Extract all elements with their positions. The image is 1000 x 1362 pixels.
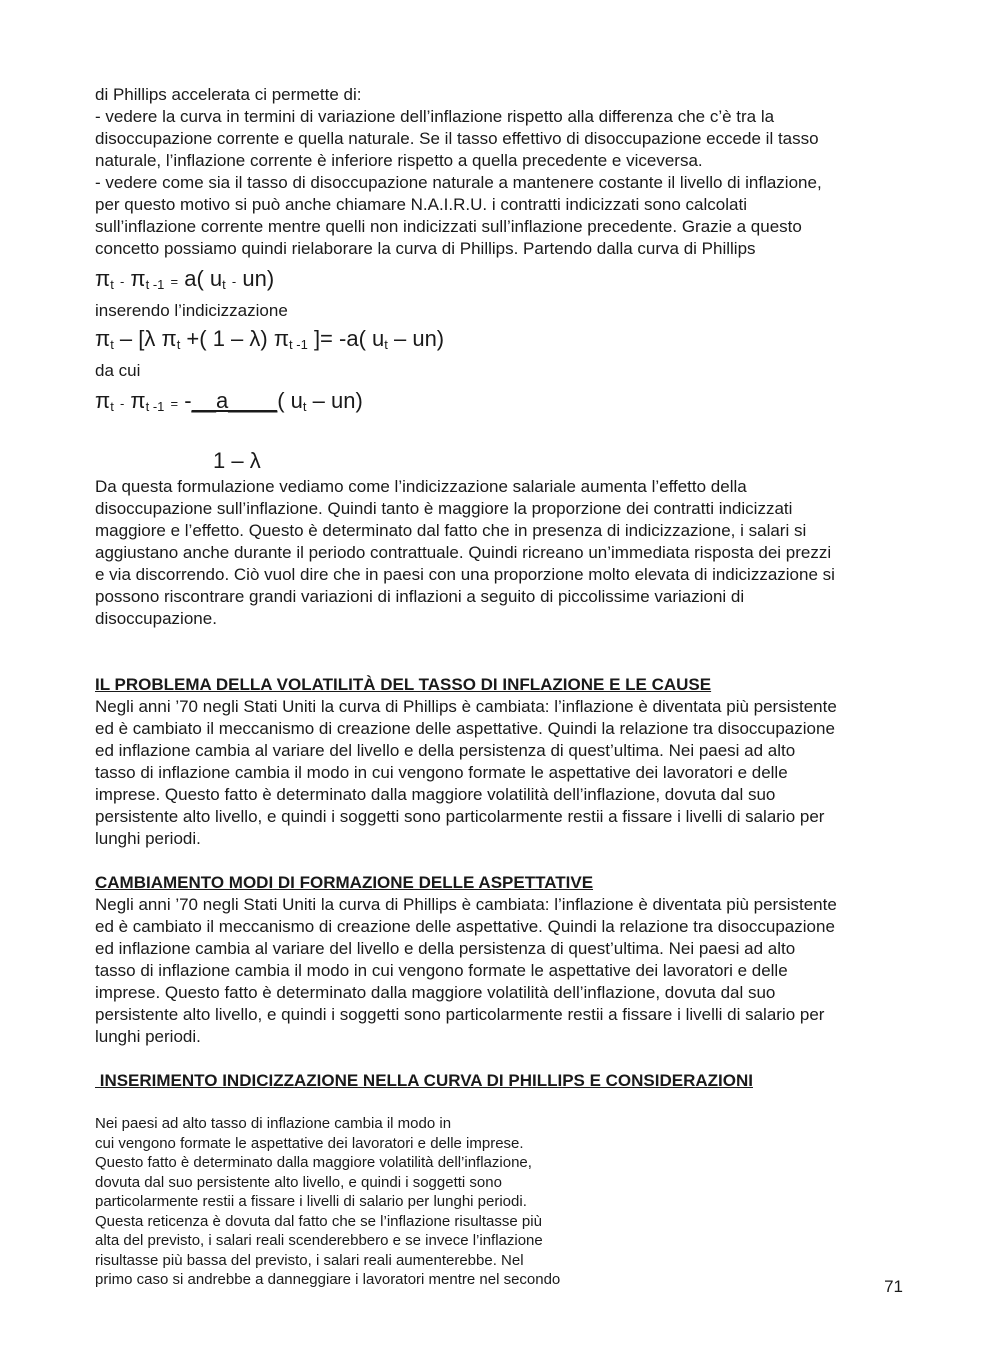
formula-phillips: $\pi_t - \pi_{t -1} = a$( $u_t - un$) — [95, 266, 275, 292]
text-line: dovuta dal suo persistente alto livello, e quindi i soggetti sono — [95, 1173, 502, 1191]
text-line: aggiustano anche durante il periodo contrattuale. Quindi ricreano un’immediata risposta dei prezzi — [95, 543, 832, 562]
text-line: cui vengono formate le aspettative dei lavoratori e delle imprese. — [95, 1134, 524, 1152]
text-line: Questo fatto è determinato dalla maggiore volatilità dell’inflazione, — [95, 1154, 532, 1171]
text-line: persistente alto livello, e quindi i soggetti sono particolarmente restii a fissare i livelli di salario per — [95, 1005, 825, 1024]
text-line: disoccupazione sull’inflazione. Quindi tanto è maggiore la proporzione dei contratti indicizzati — [95, 499, 793, 518]
section-aspettative-body — [95, 894, 910, 1048]
text-line: Negli anni ’70 negli Stati Uniti la curva di Phillips è cambiata: l’inflazione è diventata più persistente — [95, 697, 837, 716]
text-line: imprese. Questo fatto è determinato dalla maggiore volatilità dell’inflazione, dovuta dal suo — [95, 983, 776, 1002]
section-heading-aspettative: CAMBIAMENTO MODI DI FORMAZIONE DELLE ASPETTATIVE — [95, 873, 594, 892]
text-line: Questa reticenza è dovuta dal fatto che se l’inflazione risultasse più — [95, 1212, 542, 1230]
text-line: concetto possiamo quindi rielaborare la curva di Phillips. Partendo dalla curva di Phillips — [95, 239, 756, 258]
text-line: Nei paesi ad alto tasso di inflazione cambia il modo in — [95, 1115, 452, 1132]
text-line: disoccupazione. — [95, 609, 217, 628]
formula-indicizzazione: $\pi_t - [\lambda$ $\pi_t$ +( 1 – λ) $\pi_{t -1}$ ]= -a( $u_t - un$) — [95, 326, 445, 352]
text-line: Negli anni ’70 negli Stati Uniti la curva di Phillips è cambiata: l’inflazione è diventata più persistente — [95, 895, 837, 914]
text-line: tasso di inflazione cambia il modo in cui vengono formate le aspettative dei lavoratori e delle — [95, 763, 788, 782]
fraction-numerator: __a____ — [191, 388, 278, 413]
text-line: risultasse più bassa del previsto, i salari reali aumenterebbe. Nel — [95, 1251, 524, 1269]
text-line: - vedere come sia il tasso di disoccupazione naturale a mantenere costante il livello di inflazione, — [95, 173, 822, 192]
text-line: ed è cambiato il meccanismo di creazione delle aspettative. Quindi la relazione tra disoccupazione — [95, 917, 835, 936]
text-line: alta del previsto, i salari reali scenderebbero e se invece l’inflazione — [95, 1232, 543, 1249]
text-line: lunghi periodi. — [95, 829, 201, 848]
paragraph-indicizzazione — [95, 476, 910, 630]
text-line: Da questa formulazione vediamo come l’indicizzazione salariale aumenta l’effetto della — [95, 477, 747, 496]
text-line: possono riscontrare grandi variazioni di inflazioni a seguito di piccolissime variazioni di — [95, 587, 745, 606]
formula-result: $\pi_t - \pi_{t -1}$ = -__a____( $u_t - un$) — [95, 388, 363, 414]
text-line: ed è cambiato il meccanismo di creazione delle aspettative. Quindi la relazione tra disoccupazione — [95, 719, 835, 738]
text-line: ed inflazione cambia al variare del livello e della persistenza di quest’ultima. Nei paesi ad alto — [95, 741, 796, 760]
text-line: lunghi periodi. — [95, 1027, 201, 1046]
inserendo-text: inserendo l’indicizzazione — [95, 301, 288, 320]
text-line: imprese. Questo fatto è determinato dalla maggiore volatilità dell’inflazione, dovuta dal suo — [95, 785, 776, 804]
text-line: particolarmente restii a fissare i livelli di salario per lunghi periodi. — [95, 1193, 527, 1210]
section-inserimento-body — [95, 1114, 910, 1290]
text-line: persistente alto livello, e quindi i soggetti sono particolarmente restii a fissare i livelli di salario per — [95, 807, 825, 826]
text-line: e via discorrendo. Ciò vuol dire che in paesi con una proporzione molto elevata di indicizzazione si — [95, 565, 835, 584]
dacui-text: da cui — [95, 361, 141, 380]
text-line: per questo motivo si può anche chiamare N.A.I.R.U. i contratti indicizzati sono calcolati — [95, 195, 747, 214]
text-line: naturale, l’inflazione corrente è inferiore rispetto a quella precedente e viceversa. — [95, 151, 703, 170]
section-heading-inserimento: INSERIMENTO INDICIZZAZIONE NELLA CURVA DI PHILLIPS E CONSIDERAZIONI — [95, 1071, 753, 1090]
text-line: primo caso si andrebbe a danneggiare i lavoratori mentre nel secondo — [95, 1271, 561, 1288]
section-heading-volatilita: IL PROBLEMA DELLA VOLATILITÀ DEL TASSO DI INFLAZIONE E LE CAUSE — [95, 675, 712, 694]
document-page — [95, 84, 910, 1290]
text-line: di Phillips accelerata ci permette di: — [95, 85, 362, 104]
text-line: - vedere la curva in termini di variazione dell’inflazione rispetto alla differenza che c’è tra la — [95, 107, 775, 126]
text-line: maggiore e l’effetto. Questo è determinato dal fatto che in presenza di indicizzazione, i salari si — [95, 521, 807, 540]
intro-paragraph — [95, 84, 910, 260]
page-number: 71 — [884, 1277, 903, 1296]
text-line: disoccupazione corrente e quella naturale. Se il tasso effettivo di disoccupazione eccede il tasso — [95, 129, 819, 148]
section-volatilita-body — [95, 696, 910, 850]
text-line: sull’inflazione corrente mentre quelli non indicizzati sull’inflazione precedente. Grazie a questo — [95, 217, 802, 236]
text-line: tasso di inflazione cambia il modo in cui vengono formate le aspettative dei lavoratori e delle — [95, 961, 788, 980]
text-line: ed inflazione cambia al variare del livello e della persistenza di quest’ultima. Nei paesi ad alto — [95, 939, 796, 958]
fraction-denominator: 1 – λ — [213, 448, 261, 473]
